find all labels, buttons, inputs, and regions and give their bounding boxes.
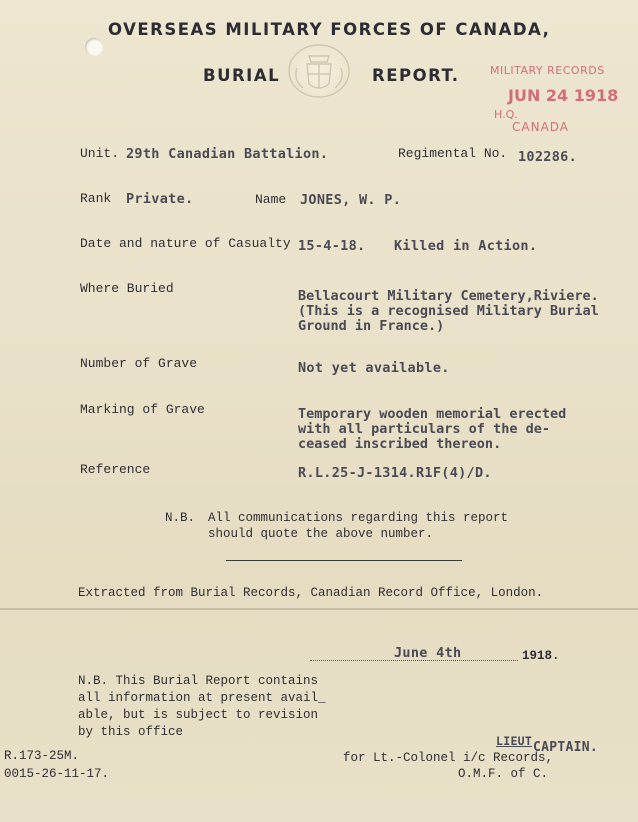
regimental-number-value: 102286.	[518, 149, 577, 165]
report-heading: REPORT.	[372, 66, 460, 85]
where-buried-line: (This is a recognised Military Burial	[298, 303, 599, 319]
grave-number-value: Not yet available.	[298, 360, 450, 376]
grave-number-label: Number of Grave	[80, 356, 198, 371]
nb-communications-line2: should quote the above number.	[208, 527, 434, 541]
nb-revision-line: able, but is subject to revision	[78, 708, 319, 722]
paper-fold-line	[0, 608, 638, 610]
grave-marking-label: Marking of Grave	[80, 402, 205, 417]
grave-marking-line: with all particulars of the de-	[298, 421, 550, 437]
divider-rule	[226, 560, 462, 561]
extracted-from-line: Extracted from Burial Records, Canadian Record Office, London.	[78, 586, 544, 600]
regimental-number-label: Regimental No.	[398, 146, 508, 161]
punch-hole	[85, 38, 103, 56]
name-value: JONES, W. P.	[300, 192, 402, 208]
nb-revision-line: N.B. This Burial Report contains	[78, 674, 319, 688]
burial-heading: BURIAL	[203, 66, 281, 85]
where-buried-line: Ground in France.)	[298, 318, 445, 334]
reference-value: R.L.25-J-1314.R1F(4)/D.	[298, 465, 492, 481]
where-buried-line: Bellacourt Military Cemetery,Riviere.	[298, 288, 599, 304]
form-code-line: 0015-26-11-17.	[4, 767, 110, 781]
casualty-nature: Killed in Action.	[394, 238, 538, 254]
stamp-office: MILITARY RECORDS	[490, 64, 605, 77]
signature-for-line: for Lt.-Colonel i/c Records,	[343, 751, 554, 765]
form-code-line: R.173-25M.	[4, 749, 80, 763]
stamp-country: CANADA	[512, 120, 570, 134]
casualty-date: 15-4-18.	[298, 238, 366, 254]
where-buried-label: Where Buried	[80, 281, 174, 296]
signature-rank-typed: LIEUT	[496, 734, 533, 748]
where-buried-value	[298, 289, 599, 334]
signature-office-line: O.M.F. of C.	[458, 767, 549, 781]
nb-revision-line: all information at present avail_	[78, 691, 326, 705]
grave-marking-value	[298, 407, 566, 452]
report-date: June 4th	[394, 645, 462, 661]
document-title: OVERSEAS MILITARY FORCES OF CANADA,	[108, 20, 551, 39]
stamp-hq: H.Q.	[494, 108, 518, 121]
unit-value: 29th Canadian Battalion.	[126, 146, 329, 162]
casualty-label: Date and nature of Casualty	[80, 236, 291, 251]
rank-value: Private.	[126, 191, 194, 207]
name-label: Name	[255, 192, 287, 207]
nb-revision-line: by this office	[78, 725, 184, 739]
report-year: 1918.	[522, 649, 560, 663]
grave-marking-line: Temporary wooden memorial erected	[298, 406, 567, 422]
embossed-seal-icon	[283, 40, 355, 102]
nb-communications-line1: All communications regarding this report	[208, 511, 509, 525]
grave-marking-line: ceased inscribed thereon.	[298, 436, 502, 452]
nb-communications-prefix: N.B.	[165, 511, 196, 525]
unit-label: Unit.	[80, 146, 120, 161]
stamp-date: JUN 24 1918	[508, 86, 619, 105]
rank-label: Rank	[80, 191, 112, 206]
signature-rank-printed: CAPTAIN.	[533, 740, 599, 755]
reference-label: Reference	[80, 462, 151, 477]
